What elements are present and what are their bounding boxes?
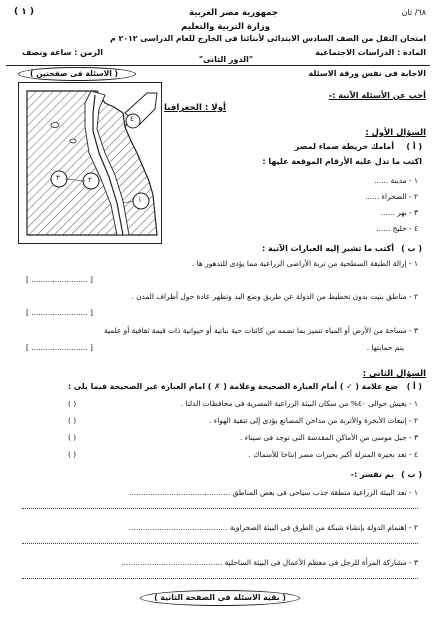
list-item <box>129 523 418 532</box>
list-item <box>181 399 418 408</box>
map-label-2: ٢ <box>88 176 92 184</box>
q2a-text: ضع علامة ( ✓ ) أمام العبارة الصحيحة وعلامة ( ✗ ) امام العبارة غير الصحيحة فيما يلى : <box>68 382 398 391</box>
item-label: - خليج ...... <box>376 224 412 233</box>
answer-line <box>22 578 418 579</box>
item-text: - تعد بحيرة المنزلة أكبر بحيرات مصر إنتاجا للأسماك . <box>248 450 412 459</box>
item-number: ١ <box>414 399 418 408</box>
list-item <box>121 558 418 567</box>
map-label-1: ١ <box>138 196 142 204</box>
item-number: ٢ <box>414 416 418 425</box>
q1b-label: ( ب ) <box>401 244 422 253</box>
part-label: أولا : الجغرافيا <box>164 103 226 113</box>
list-item <box>131 292 418 301</box>
item-text: - إزالة الطبقة السطحية من تربة الأراضى الزراعية مما يؤدى للتدهور ها . <box>191 259 412 268</box>
item-text: - تعد البيئة الزراعية منطقة جذب سياحى فى بعض المناطق ........................................... <box>129 488 412 497</box>
list-item <box>240 433 418 442</box>
exam-title: امتحان النقل من الصف السادس الابتدائى لأبنائنا فى الخارج للعام الدراسى ٢٠١٢ م <box>110 34 426 43</box>
item-text: - إنبعاث الأبخرة والأتربة من مداخن المصانع يؤدى إلى تنقية الهواء . <box>209 416 412 425</box>
list-item <box>104 326 418 335</box>
item-number: ٣ <box>414 326 418 335</box>
page-number: ( ١ ) <box>14 7 34 17</box>
q1a-label: ( أ ) <box>406 142 422 151</box>
republic-title: جمهورية مصر العربية <box>189 8 278 18</box>
map-label-3: ٣ <box>56 174 60 182</box>
answer-following: أجب عن الأسئلة الآتية :- <box>328 90 426 100</box>
item-text: - مساحة من الأرض أو المياه تتميز بما تضمه من كائنات حية نباتية أو حيوانية ذات قيمة ثقافية أو علمية <box>103 326 412 335</box>
q2a-label: ( أ ) <box>406 382 422 391</box>
time-label: الزمن : ساعة ونصف <box>22 48 104 57</box>
egypt-map <box>19 83 161 243</box>
answer-bracket: [ ........................ ] <box>26 275 93 284</box>
item-label: - مدينة ...... <box>374 176 412 185</box>
item-number: ٤ <box>414 224 418 233</box>
q2-title: السؤال الثانى : <box>362 368 426 378</box>
answer-paren: ( ) <box>68 416 77 425</box>
item-text: - يعيش حوالى ٤٠% من سكان البيئة الزراعية المصرية فى محافظات الدلتا . <box>180 399 412 408</box>
q2b-text: بم تفسر :- <box>350 470 394 479</box>
exam-code: ٦٨/ ثان <box>401 8 426 17</box>
list-item <box>249 450 418 459</box>
answer-paren: ( ) <box>68 450 77 459</box>
list-item <box>381 208 418 217</box>
answer-line <box>22 543 418 544</box>
ministry-title: وزارة التربية والتعليم <box>181 22 270 32</box>
list-item <box>129 488 418 497</box>
item-number: ٤ <box>414 450 418 459</box>
q1a-instruction: اكتب ما تدل عليه الأرقام الموقعة عليها : <box>262 157 422 166</box>
q1b-text: أكتب ما تشير إليه العبارات الآتية : <box>262 244 394 253</box>
answer-bracket: [ ........................ ] <box>26 343 93 352</box>
item-text: - جبل موسى من الأماكن المقدسة التى توجد فى سيناء . <box>239 433 412 442</box>
item-number: ١ <box>414 488 418 497</box>
item-text: - مشاركة المرأة للرجل فى معظم الأعمال فى البيئة الساحلية ........................................... <box>121 558 412 567</box>
item-number: ٣ <box>414 558 418 567</box>
q1-title: السؤال الأول : <box>365 127 426 137</box>
item-number: ٢ <box>414 292 418 301</box>
item-number: ٣ <box>414 208 418 217</box>
map-frame <box>18 82 162 244</box>
list-item <box>209 416 418 425</box>
list-item <box>192 259 418 268</box>
session-label: "الدور الثانى" <box>198 55 253 64</box>
item-label: - الصحراء ...... <box>365 192 412 201</box>
list-item <box>365 192 418 201</box>
q1a-text: أمامك خريطة صماء لمصر <box>294 142 394 151</box>
item-text: - اهتمام الدولة بإنشاء شبكة من الطرق فى البيئة الصحراوية .......................................... <box>128 523 412 532</box>
answer-paren: ( ) <box>68 433 77 442</box>
answer-line <box>22 508 418 509</box>
item-text-continued: يتم حمايتها . <box>366 343 404 352</box>
map-label-4: ٤ <box>130 115 134 123</box>
continue-note: ( بقية الاسئلة فى الصفحة الثانية ) <box>154 593 286 602</box>
item-label: - نهر ...... <box>380 208 412 217</box>
answer-bracket: [ ........................ ] <box>26 308 93 317</box>
subject-label: المادة : الدراسات الاجتماعية <box>315 48 426 57</box>
q2b-label: ( ب ) <box>401 470 422 479</box>
item-text: - مناطق بنيت بدون تخطيط من الدولة عن طريق وضع اليد وتظهر عادة حول أطراف المدن . <box>131 292 412 301</box>
list-item <box>374 176 418 185</box>
item-number: ١ <box>414 259 418 268</box>
item-number: ١ <box>414 176 418 185</box>
list-item <box>376 224 418 233</box>
answer-paren: ( ) <box>68 399 77 408</box>
item-number: ٣ <box>414 433 418 442</box>
answer-note: الاجابة فى نفس ورقة الاسئلة <box>308 69 426 78</box>
pages-note: ( الاسئلة فى صفحتين ) <box>30 69 119 78</box>
item-number: ٢ <box>414 523 418 532</box>
header-rule <box>6 65 430 66</box>
item-number: ٢ <box>414 192 418 201</box>
